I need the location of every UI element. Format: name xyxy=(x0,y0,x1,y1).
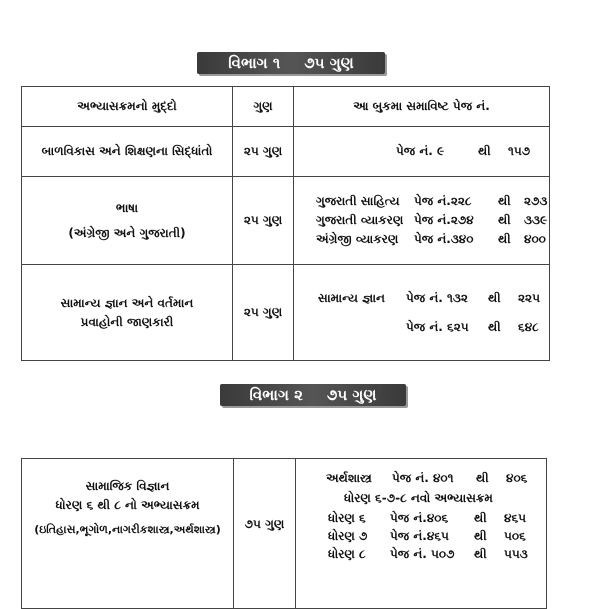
section-1-table xyxy=(21,86,550,361)
header-marks: ગુણ xyxy=(233,87,294,127)
topic-line: (અંગ્રેજી અને ગુજરાતી) xyxy=(68,225,186,240)
row-topic xyxy=(22,127,233,177)
header-pages: આ બુકમા સમાવિષ્ટ પેજ નં. xyxy=(294,87,550,127)
page-end: ૪૦૦ xyxy=(524,232,546,246)
page-subject: ગુજરાતી વ્યાકરણ xyxy=(316,213,404,227)
page-to: થી xyxy=(474,547,487,561)
page-label: પેજ નં.૪૬૫ xyxy=(390,529,449,543)
row-pages xyxy=(296,459,547,609)
row-marks: ૨૫ ગુણ xyxy=(233,265,294,361)
table-header-row xyxy=(22,87,550,127)
row-pages xyxy=(294,177,550,265)
page-label: પેજ નં. ૫૦૭ xyxy=(390,547,455,561)
page-label: પેજ નં. ૪૦૧ xyxy=(392,471,454,485)
page-end: ૩૩૯ xyxy=(524,213,548,227)
page-to: થી xyxy=(474,511,487,525)
topic-line: (ઇતિહાસ,ભૂગોળ,નાગરીકશાસ્ત્ર,અર્થશાસ્ત્ર) xyxy=(34,523,221,536)
table-row xyxy=(22,265,550,361)
row-marks: ૭૫ ગુણ xyxy=(234,459,296,609)
table-row xyxy=(22,177,550,265)
page-to: થી xyxy=(474,529,487,543)
page-end: ૨૭૩ xyxy=(524,194,548,208)
page-to: થી xyxy=(498,194,511,208)
section-2-title: વિભાગ ૨ xyxy=(249,386,303,404)
page-label: પેજ નં.૩૪૦ xyxy=(414,232,474,246)
page-label: પેજ નં.૨૭૪ xyxy=(414,213,474,227)
page-to: થી xyxy=(476,471,489,485)
page-end: ૪૦૬ xyxy=(506,471,528,485)
page-end: ૫૦૬ xyxy=(504,529,526,543)
section-2-table xyxy=(21,458,547,609)
header-topic: અભ્યાસક્રમનો મુદ્દો xyxy=(22,87,233,127)
topic-line: પ્રવાહોની જાણકારી xyxy=(80,314,174,329)
page-label: પેજ નં.૪૦૬ xyxy=(390,511,449,525)
topic-line: ધોરણ ૬ થી ૮ નો અભ્યાસક્રમ xyxy=(55,498,200,512)
table-row xyxy=(22,127,550,177)
table-row xyxy=(22,459,547,609)
row-topic xyxy=(22,459,234,609)
topic-line: બાળવિકાસ અને શિક્ષણના સિદ્ધાંતો xyxy=(41,144,213,158)
page-to: થી xyxy=(488,319,501,334)
page-to: થી xyxy=(498,232,511,246)
page-end: ૪૬૫ xyxy=(504,511,527,525)
section-1-title: વિભાગ ૧ xyxy=(228,54,281,72)
section-2-banner xyxy=(220,384,406,406)
page-label: પેજ નં.૨૨૮ xyxy=(414,194,472,208)
row-pages xyxy=(294,265,550,361)
page-to: થી xyxy=(498,213,511,227)
page-to: થી xyxy=(478,144,491,158)
page-end: ૧૫૭ xyxy=(508,144,531,158)
page-end: ૬૪૮ xyxy=(518,319,539,334)
section-1-banner xyxy=(197,52,385,74)
row-topic xyxy=(22,265,233,361)
page-label: પેજ નં. ૧૩૨ xyxy=(406,290,468,305)
row-marks: ૨૫ ગુણ xyxy=(233,127,294,177)
grade-label: ધોરણ ૬ xyxy=(328,511,366,525)
page-subject: ગુજરાતી સાહિત્ય xyxy=(316,194,400,208)
economics-subject: અર્થશાસ્ત્ર xyxy=(326,471,372,485)
section-2-marks: ૭૫ ગુણ xyxy=(326,386,377,404)
page-label: પેજ નં. ૬૨૫ xyxy=(406,319,469,334)
topic-line: સામાન્ય જ્ઞાન અને વર્તમાન xyxy=(60,295,194,310)
page-subject xyxy=(318,320,406,335)
grade-label: ધોરણ ૭ xyxy=(328,529,368,543)
topic-line: ભાષા xyxy=(115,200,139,215)
curriculum-heading: ધોરણ ૬-૭-૮ નવો અભ્યાસક્રમ xyxy=(344,491,493,505)
row-pages xyxy=(294,127,550,177)
row-marks: ૨૫ ગુણ xyxy=(233,177,294,265)
page-end: ૨૨૫ xyxy=(518,290,540,305)
section-1-marks: ૭૫ ગુણ xyxy=(304,54,354,72)
page-subject: સામાન્ય જ્ઞાન xyxy=(318,290,385,305)
grade-label: ધોરણ ૮ xyxy=(328,547,366,561)
topic-line: સામાજિક વિજ્ઞાન xyxy=(85,479,170,493)
page-end: ૫૫૩ xyxy=(504,547,528,561)
page-subject: અંગ્રેજી વ્યાકરણ xyxy=(316,232,399,246)
row-topic xyxy=(22,177,233,265)
page-to: થી xyxy=(488,290,501,305)
page-label: પેજ નં. ૯ xyxy=(396,144,445,158)
